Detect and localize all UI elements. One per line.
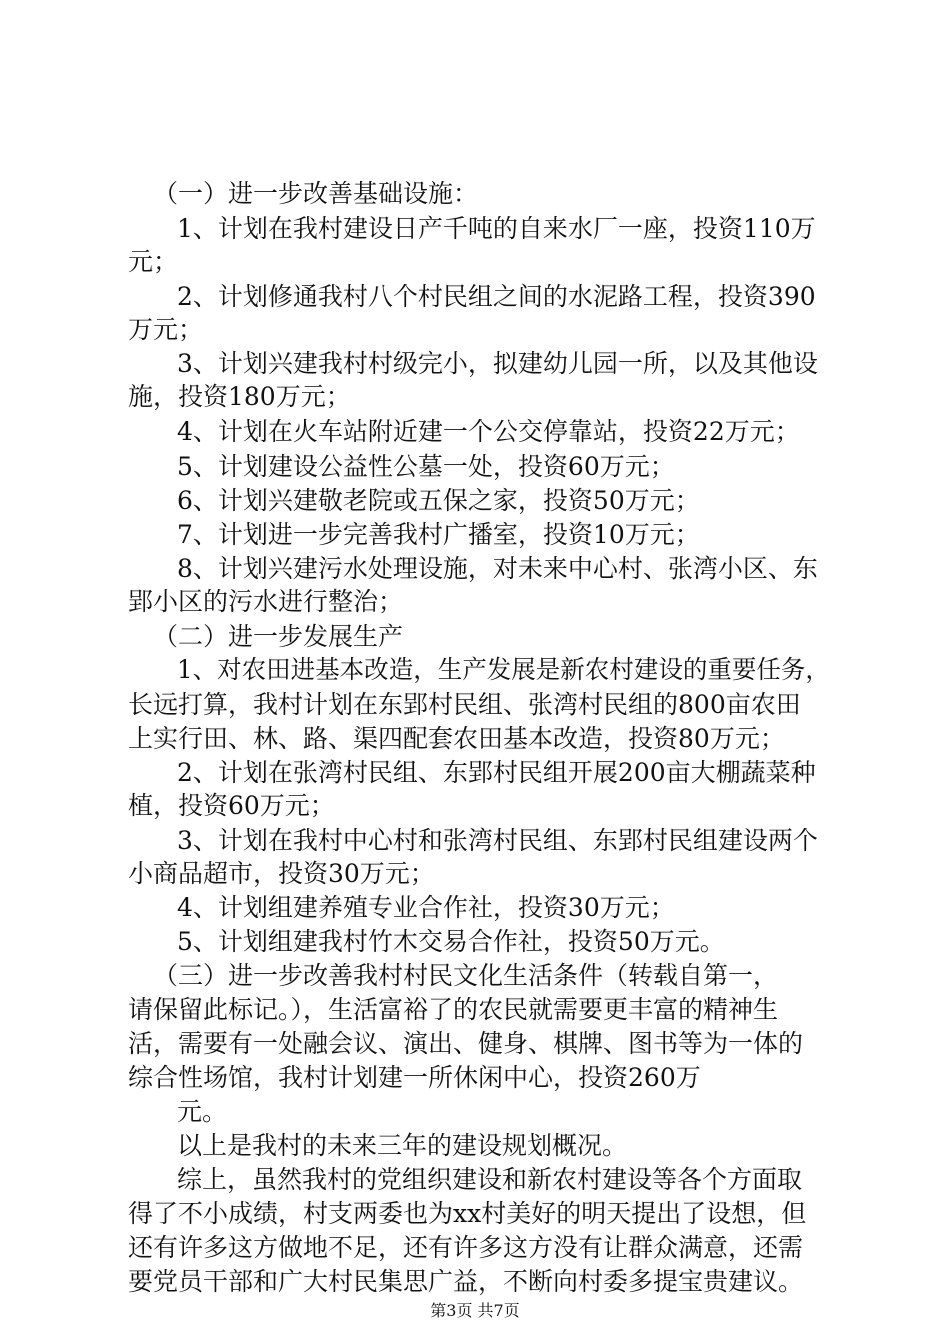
text-line: 综合性场馆，我村计划建一所休闲中心，投资260万 — [128, 1063, 701, 1092]
text-line: 要党员干部和广大村民集思广益，不断向村委多提宝贵建议。 — [128, 1267, 804, 1296]
text-line: 还有许多这方做地不足，还有许多这方没有让群众满意，还需 — [128, 1233, 804, 1262]
text-line: 施，投资180万元； — [128, 382, 351, 411]
text-line: 以上是我村的未来三年的建设规划概况。 — [177, 1131, 628, 1160]
text-line: （一）进一步改善基础设施： — [153, 179, 479, 208]
text-line: 4、计划组建养殖专业合作社，投资30万元； — [177, 893, 675, 922]
text-line: 元； — [128, 247, 179, 276]
text-line: 7、计划进一步完善我村广播室，投资10万元； — [177, 520, 700, 549]
text-line: 活，需要有一处融会议、演出、健身、棋牌、图书等为一体的 — [128, 1029, 804, 1058]
text-line: 上实行田、林、路、渠四配套农田基本改造，投资80万元； — [128, 724, 785, 753]
text-line: 3、计划在我村中心村和张湾村民组、东郢村民组建设两个 — [177, 826, 818, 855]
text-line: 请保留此标记。），生活富裕了的农民就需要更丰富的精神生 — [128, 995, 779, 1024]
text-line: 小商品超市，投资30万元； — [128, 859, 435, 888]
text-line: 2、计划修通我村八个村民组之间的水泥路工程，投资390 — [177, 282, 816, 311]
text-line: 综上，虽然我村的党组织建设和新农村建设等各个方面取 — [177, 1165, 803, 1194]
text-line: 1、对农田进基本改造，生产发展是新农村建设的重要任务， — [177, 655, 830, 684]
text-line: 得了不小成绩，村支两委也为xx村美好的明天提出了设想，但 — [128, 1199, 807, 1228]
text-line: （二）进一步发展生产 — [153, 622, 404, 651]
text-line: 5、计划组建我村竹木交易合作社，投资50万元。 — [177, 927, 725, 956]
text-line: 元。 — [177, 1097, 228, 1126]
text-line: 6、计划兴建敬老院或五保之家，投资50万元； — [177, 486, 700, 515]
text-line: （三）进一步改善我村村民文化生活条件（转载自第一， — [153, 961, 779, 990]
page-footer: 第3页 共7页 — [430, 1301, 520, 1320]
text-line: 郢小区的污水进行整治； — [128, 587, 404, 616]
text-line: 3、计划兴建我村村级完小，拟建幼儿园一所，以及其他设 — [177, 349, 818, 378]
text-line: 5、计划建设公益性公墓一处，投资60万元； — [177, 452, 675, 481]
text-line: 植，投资60万元； — [128, 791, 335, 820]
text-line: 8、计划兴建污水处理设施，对未来中心村、张湾小区、东 — [177, 554, 818, 583]
text-line: 长远打算，我村计划在东郢村民组、张湾村民组的800亩农田 — [128, 690, 801, 719]
text-line: 1、计划在我村建设日产千吨的自来水厂一座，投资110万 — [177, 214, 816, 243]
text-line: 万元； — [128, 315, 204, 344]
text-line: 4、计划在火车站附近建一个公交停靠站，投资22万元； — [177, 417, 800, 446]
text-line: 2、计划在张湾村民组、东郢村民组开展200亩大棚蔬菜种 — [177, 758, 816, 787]
